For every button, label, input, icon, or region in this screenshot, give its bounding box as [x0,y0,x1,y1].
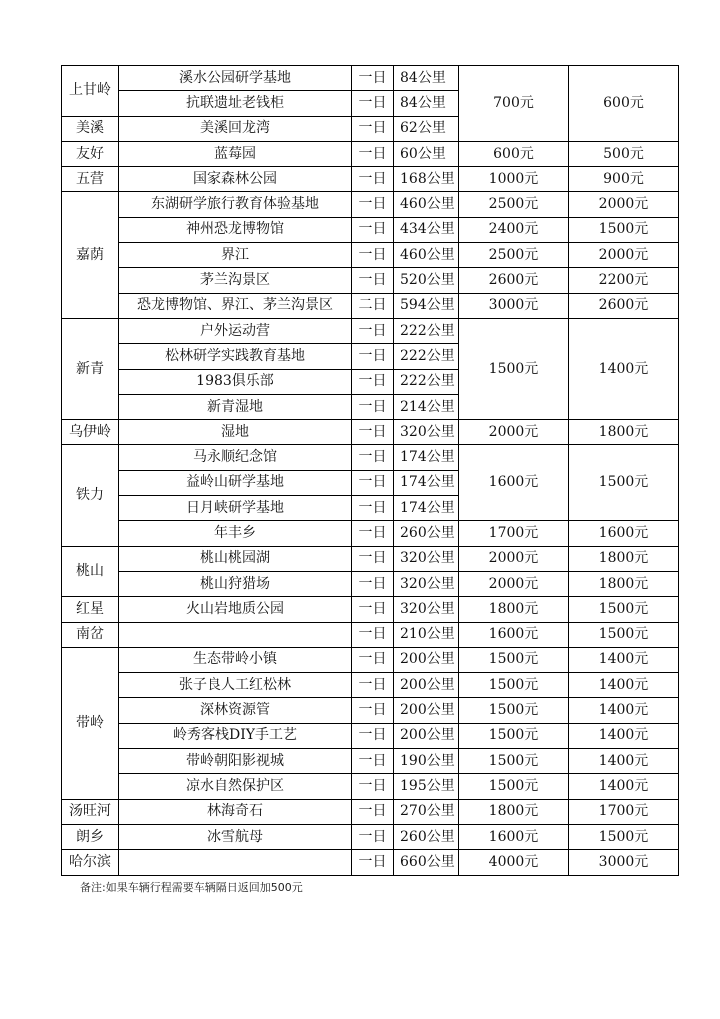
table-row [62,66,679,91]
site-cell: 恐龙博物馆、界江、茅兰沟景区 [119,293,352,318]
days-cell: 一日 [352,192,394,217]
distance-cell: 320公里 [394,571,459,596]
site-cell: 抗联遗址老钱柜 [119,91,352,116]
distance-cell: 200公里 [394,723,459,748]
days-cell: 一日 [352,698,394,723]
region-cell: 铁力 [62,445,119,546]
price-b-cell: 2000元 [569,192,679,217]
days-cell: 一日 [352,850,394,875]
days-cell: 一日 [352,799,394,824]
days-cell: 一日 [352,243,394,268]
price-b-cell: 500元 [569,141,679,166]
site-cell: 日月峡研学基地 [119,496,352,521]
region-cell: 朗乡 [62,824,119,849]
price-a-cell: 2000元 [459,571,569,596]
table-row [62,217,679,242]
days-cell: 一日 [352,470,394,495]
table-row [62,420,679,445]
distance-cell: 214公里 [394,394,459,419]
region-cell: 美溪 [62,116,119,141]
site-cell: 国家森林公园 [119,167,352,192]
price-a-cell: 1500元 [459,673,569,698]
days-cell: 一日 [352,66,394,91]
distance-cell: 520公里 [394,268,459,293]
distance-cell: 174公里 [394,470,459,495]
price-b-cell: 900元 [569,167,679,192]
site-cell: 户外运动营 [119,318,352,343]
distance-cell: 174公里 [394,496,459,521]
site-cell: 张子良人工红松林 [119,673,352,698]
table-row [62,774,679,799]
site-cell: 年丰乡 [119,521,352,546]
price-a-cell: 1700元 [459,521,569,546]
site-cell: 深林资源管 [119,698,352,723]
price-a-cell: 2400元 [459,217,569,242]
site-cell: 桃山桃园湖 [119,546,352,571]
price-b-cell: 2000元 [569,243,679,268]
days-cell: 一日 [352,318,394,343]
region-cell: 五营 [62,167,119,192]
region-cell: 红星 [62,597,119,622]
table-row [62,850,679,875]
table-row [62,698,679,723]
table-row [62,622,679,647]
region-cell: 乌伊岭 [62,420,119,445]
site-cell: 桃山狩猎场 [119,571,352,596]
days-cell: 一日 [352,749,394,774]
table-row [62,268,679,293]
price-b-cell: 1500元 [569,622,679,647]
site-cell: 松林研学实践教育基地 [119,344,352,369]
price-a-cell: 2000元 [459,420,569,445]
days-cell: 一日 [352,141,394,166]
price-b-cell: 1400元 [569,673,679,698]
days-cell: 一日 [352,521,394,546]
price-b-cell: 1400元 [569,749,679,774]
price-b-cell: 1400元 [569,647,679,672]
table-row [62,647,679,672]
distance-cell: 320公里 [394,597,459,622]
distance-cell: 660公里 [394,850,459,875]
region-cell: 桃山 [62,546,119,597]
region-cell: 南岔 [62,622,119,647]
footnote: 备注:如果车辆行程需要车辆隔日返回加500元 [80,881,303,894]
region-cell: 友好 [62,141,119,166]
price-a-cell: 1500元 [459,749,569,774]
table-row [62,824,679,849]
table-row [62,167,679,192]
distance-cell: 62公里 [394,116,459,141]
region-cell: 上甘岭 [62,66,119,117]
distance-cell: 270公里 [394,799,459,824]
site-cell: 东湖研学旅行教育体验基地 [119,192,352,217]
distance-cell: 200公里 [394,647,459,672]
price-b-cell: 2600元 [569,293,679,318]
days-cell: 一日 [352,167,394,192]
table-row [62,749,679,774]
price-a-cell: 1600元 [459,824,569,849]
price-b-cell: 1600元 [569,521,679,546]
days-cell: 一日 [352,571,394,596]
price-a-cell: 1500元 [459,723,569,748]
price-b-cell: 1800元 [569,571,679,596]
price-b-cell: 1500元 [569,824,679,849]
distance-cell: 260公里 [394,824,459,849]
distance-cell: 84公里 [394,66,459,91]
table-row [62,192,679,217]
days-cell: 一日 [352,91,394,116]
site-cell: 1983俱乐部 [119,369,352,394]
days-cell: 一日 [352,622,394,647]
days-cell: 一日 [352,369,394,394]
price-a-cell: 600元 [459,141,569,166]
distance-cell: 222公里 [394,369,459,394]
price-a-cell: 1600元 [459,622,569,647]
region-cell: 哈尔滨 [62,850,119,875]
days-cell: 一日 [352,647,394,672]
distance-cell: 320公里 [394,420,459,445]
table-row [62,521,679,546]
distance-cell: 222公里 [394,344,459,369]
site-cell: 益岭山研学基地 [119,470,352,495]
price-a-cell: 1000元 [459,167,569,192]
site-cell [119,622,352,647]
price-b-cell: 1400元 [569,318,679,419]
price-b-cell: 1700元 [569,799,679,824]
distance-cell: 260公里 [394,521,459,546]
days-cell: 一日 [352,774,394,799]
distance-cell: 594公里 [394,293,459,318]
days-cell: 一日 [352,420,394,445]
price-a-cell: 1500元 [459,318,569,419]
days-cell: 一日 [352,268,394,293]
site-cell: 神州恐龙博物馆 [119,217,352,242]
days-cell: 一日 [352,394,394,419]
distance-cell: 84公里 [394,91,459,116]
days-cell: 一日 [352,597,394,622]
table-row [62,673,679,698]
days-cell: 二日 [352,293,394,318]
price-b-cell: 2200元 [569,268,679,293]
site-cell: 蓝莓园 [119,141,352,166]
site-cell: 茅兰沟景区 [119,268,352,293]
site-cell [119,850,352,875]
site-cell: 火山岩地质公园 [119,597,352,622]
region-cell: 新青 [62,318,119,419]
table-row [62,571,679,596]
price-a-cell: 1500元 [459,647,569,672]
distance-cell: 200公里 [394,673,459,698]
price-a-cell: 2600元 [459,268,569,293]
price-a-cell: 1800元 [459,597,569,622]
days-cell: 一日 [352,445,394,470]
table-row [62,723,679,748]
days-cell: 一日 [352,546,394,571]
table-row [62,546,679,571]
distance-cell: 174公里 [394,445,459,470]
site-cell: 湿地 [119,420,352,445]
site-cell: 界江 [119,243,352,268]
days-cell: 一日 [352,673,394,698]
distance-cell: 222公里 [394,318,459,343]
price-b-cell: 1800元 [569,420,679,445]
region-cell: 汤旺河 [62,799,119,824]
site-cell: 新青湿地 [119,394,352,419]
price-a-cell: 2000元 [459,546,569,571]
site-cell: 溪水公园研学基地 [119,66,352,91]
distance-cell: 60公里 [394,141,459,166]
price-b-cell: 600元 [569,66,679,142]
price-a-cell: 4000元 [459,850,569,875]
price-b-cell: 1500元 [569,217,679,242]
days-cell: 一日 [352,217,394,242]
site-cell: 林海奇石 [119,799,352,824]
distance-cell: 200公里 [394,698,459,723]
site-cell: 带岭朝阳影视城 [119,749,352,774]
price-a-cell: 1500元 [459,698,569,723]
price-b-cell: 3000元 [569,850,679,875]
distance-cell: 168公里 [394,167,459,192]
price-b-cell: 1500元 [569,445,679,521]
site-cell: 岭秀客栈DIY手工艺 [119,723,352,748]
days-cell: 一日 [352,496,394,521]
region-cell: 带岭 [62,647,119,799]
price-a-cell: 700元 [459,66,569,142]
price-a-cell: 2500元 [459,243,569,268]
table-row [62,318,679,343]
days-cell: 一日 [352,116,394,141]
table-row [62,243,679,268]
price-a-cell: 1500元 [459,774,569,799]
price-a-cell: 3000元 [459,293,569,318]
days-cell: 一日 [352,723,394,748]
table-row [62,141,679,166]
site-cell: 凉水自然保护区 [119,774,352,799]
distance-cell: 460公里 [394,243,459,268]
days-cell: 一日 [352,824,394,849]
region-cell: 嘉荫 [62,192,119,318]
days-cell: 一日 [352,344,394,369]
site-cell: 美溪回龙湾 [119,116,352,141]
price-table [61,65,679,876]
distance-cell: 434公里 [394,217,459,242]
price-a-cell: 1600元 [459,445,569,521]
price-b-cell: 1400元 [569,698,679,723]
site-cell: 生态带岭小镇 [119,647,352,672]
table-row [62,597,679,622]
distance-cell: 210公里 [394,622,459,647]
price-b-cell: 1400元 [569,774,679,799]
price-b-cell: 1400元 [569,723,679,748]
distance-cell: 460公里 [394,192,459,217]
distance-cell: 320公里 [394,546,459,571]
table-row [62,293,679,318]
price-a-cell: 1800元 [459,799,569,824]
distance-cell: 190公里 [394,749,459,774]
table-row [62,799,679,824]
site-cell: 马永顺纪念馆 [119,445,352,470]
site-cell: 冰雪航母 [119,824,352,849]
price-b-cell: 1500元 [569,597,679,622]
price-b-cell: 1800元 [569,546,679,571]
distance-cell: 195公里 [394,774,459,799]
table-row [62,445,679,470]
price-a-cell: 2500元 [459,192,569,217]
